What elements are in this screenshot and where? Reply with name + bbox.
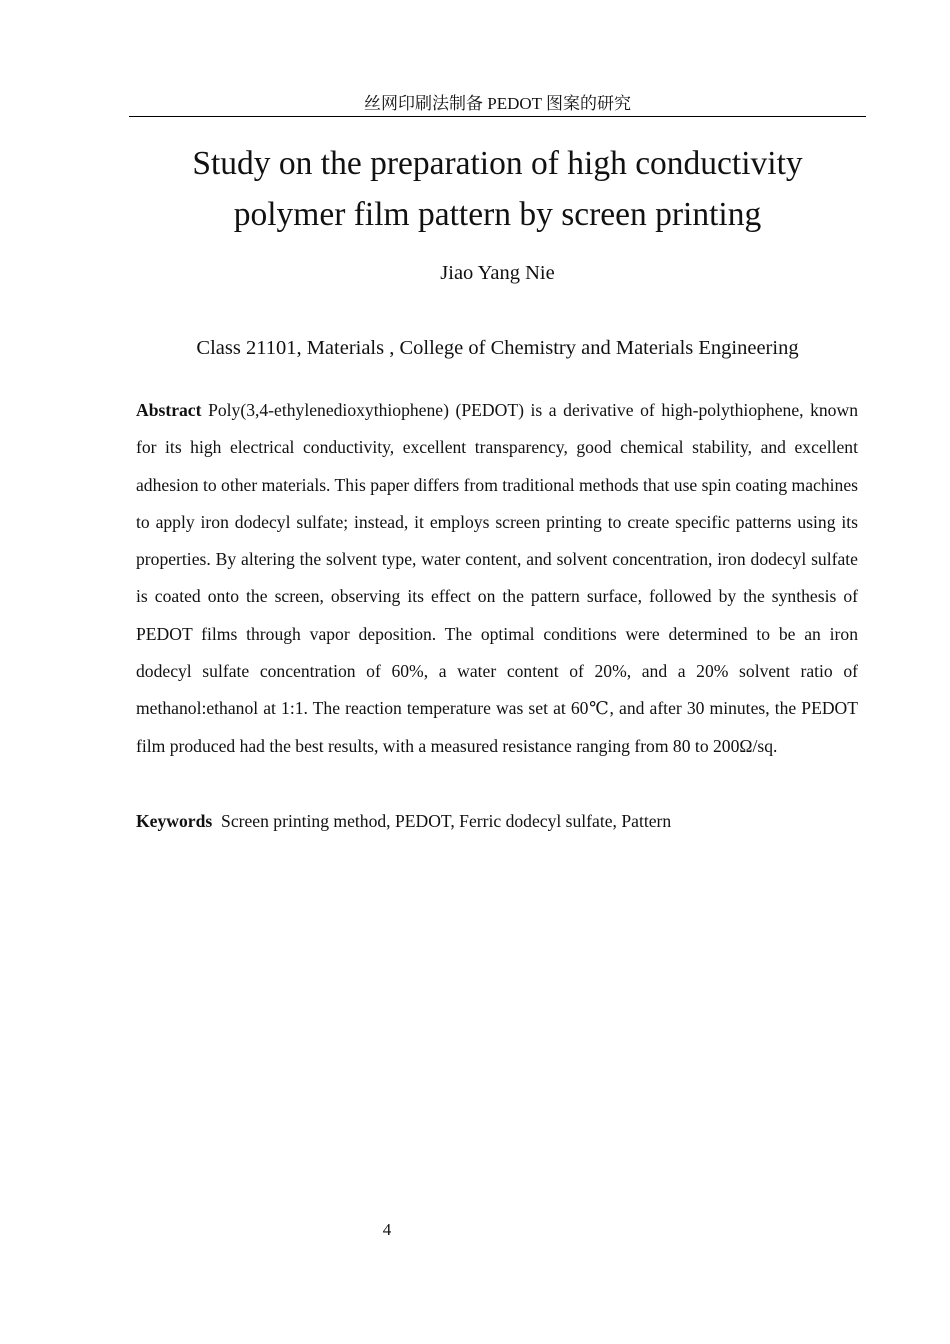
keywords-text: Screen printing method, PEDOT, Ferric dodecyl sulfate, Pattern [221,811,672,831]
running-title: 丝网印刷法制备 PEDOT 图案的研究 [364,94,631,113]
author-affiliation: Class 21101, Materials , College of Chemistry and Materials Engineering [196,337,799,359]
author-name: Jiao Yang Nie [440,262,555,284]
paper-title [100,138,895,240]
abstract-text: Poly(3,4-ethylenedioxythiophene) (PEDOT) is a derivative of high-polythiophene, known for its high electrical conductivity, excellent transparency, good chemical stability, and excellent adhesion to other materials. This paper differs from traditional methods that use spin coating machines to apply iron dodecyl sulfate; instead, it employs screen printing to create specific patterns using its properties. By altering the solvent type, water content, and solvent concentration, iron dodecyl sulfate is coated onto the screen, observing its effect on the pattern surface, followed by the synthesis of PEDOT films through vapor deposition. The optimal conditions were determined to be an iron dodecyl sulfate concentration of 60%, a water content of 20%, and a 20% solvent ratio of methanol:ethanol at 1:1. The reaction temperature was set at 60℃, and after 30 minutes, the PEDOT film produced had the best results, with a measured resistance ranging from 80 to 200Ω/sq. [136,400,858,756]
paper-title-line-1: Study on the preparation of high conductivity [192,145,803,182]
keywords-label: Keywords [136,811,213,831]
page-number: 4 [382,1220,392,1239]
keywords-line [136,807,858,835]
abstract-paragraph [136,392,858,765]
abstract-label: Abstract [136,400,202,420]
paper-title-line-2: polymer film pattern by screen printing [233,196,762,233]
running-header [129,92,866,117]
